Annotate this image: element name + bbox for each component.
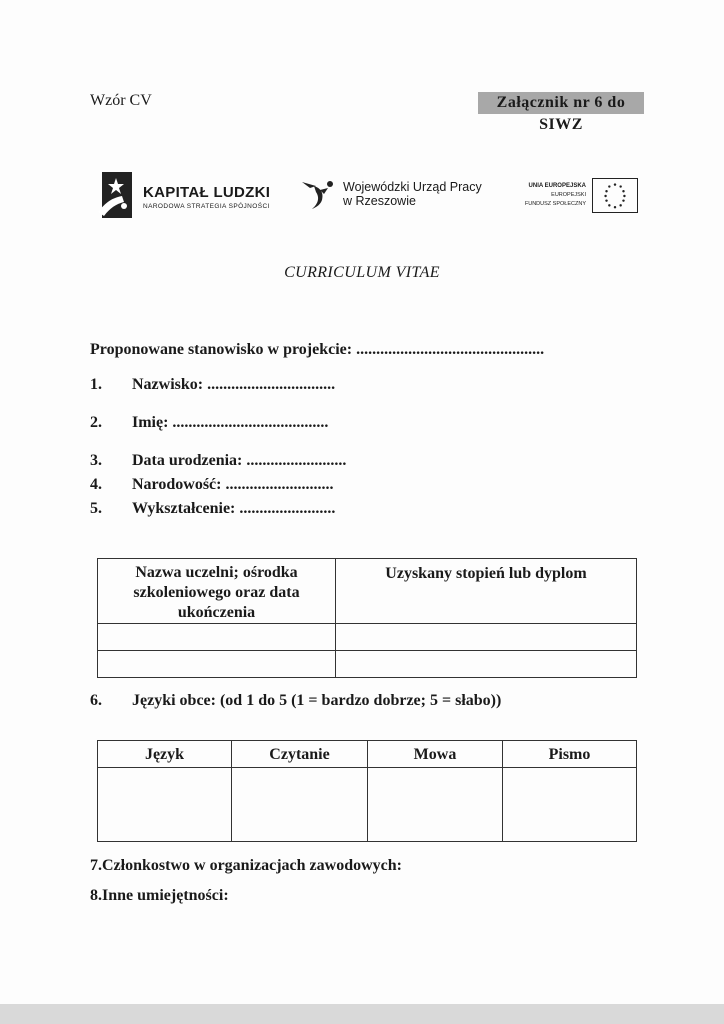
education-field: Wykształcenie: ........................	[132, 500, 336, 517]
table-row	[98, 651, 637, 678]
field-number-3: 3.	[90, 452, 102, 469]
kapital-ludzki-title: KAPITAŁ LUDZKI	[143, 184, 271, 201]
languages-label: Języki obce: (od 1 do 5 (1 = bardzo dobrze; 5 = słabo))	[132, 692, 502, 709]
table-cell[interactable]	[368, 768, 503, 842]
first-name-field: Imię: .......................................	[132, 414, 329, 431]
speaking-header: Mowa	[368, 741, 503, 768]
languages-table	[97, 740, 637, 842]
kapital-ludzki-logo-icon	[98, 172, 132, 218]
institution-header-line2: szkoleniowego oraz data ukończenia	[133, 584, 300, 621]
field-number-1: 1.	[90, 376, 102, 393]
table-cell[interactable]	[336, 624, 637, 651]
language-header: Język	[98, 741, 232, 768]
wup-name-line2: w Rzeszowie	[343, 194, 416, 208]
eu-flag-icon	[592, 178, 638, 213]
eu-line3: FUNDUSZ SPOŁECZNY	[524, 201, 586, 207]
field-number-6: 6.	[90, 692, 102, 709]
writing-header: Pismo	[503, 741, 637, 768]
memberships-label: 7.Członkostwo w organizacjach zawodowych:	[90, 857, 402, 874]
table-row	[98, 741, 637, 768]
proposed-position-field: Proponowane stanowisko w projekcie: ...............................................	[90, 341, 545, 358]
cv-title: CURRICULUM VITAE	[284, 264, 440, 281]
education-table	[97, 558, 637, 678]
wup-name-line1: Wojewódzki Urząd Pracy	[343, 180, 482, 194]
education-header-degree: Uzyskany stopień lub dyplom	[336, 559, 637, 624]
header-left-label: Wzór CV	[90, 92, 152, 109]
eu-text	[500, 182, 586, 209]
table-cell[interactable]	[98, 651, 336, 678]
eu-line2: EUROPEJSKI	[551, 192, 586, 198]
table-cell[interactable]	[503, 768, 637, 842]
table-row	[98, 768, 637, 842]
table-cell[interactable]	[336, 651, 637, 678]
field-number-2: 2.	[90, 414, 102, 431]
reading-header: Czytanie	[232, 741, 368, 768]
surname-field: Nazwisko: ................................	[132, 376, 336, 393]
table-cell[interactable]	[232, 768, 368, 842]
table-cell[interactable]	[98, 768, 232, 842]
table-cell[interactable]	[98, 624, 336, 651]
field-number-5: 5.	[90, 500, 102, 517]
birth-date-field: Data urodzenia: .........................	[132, 452, 347, 469]
field-number-4: 4.	[90, 476, 102, 493]
scan-bottom-edge	[0, 1004, 724, 1024]
table-row	[98, 559, 637, 624]
nationality-field: Narodowość: ...........................	[132, 476, 334, 493]
kapital-ludzki-subtitle: NARODOWA STRATEGIA SPÓJNOŚCI	[143, 203, 270, 210]
education-header-institution	[98, 559, 336, 624]
institution-header-line1: Nazwa uczelni; ośrodka	[135, 564, 298, 581]
wup-logo-icon	[300, 176, 342, 210]
eu-line1: UNIA EUROPEJSKA	[528, 183, 586, 189]
table-row	[98, 624, 637, 651]
attachment-label: Załącznik nr 6 do SIWZ	[478, 92, 644, 114]
other-skills-label: 8.Inne umiejętności:	[90, 887, 229, 904]
